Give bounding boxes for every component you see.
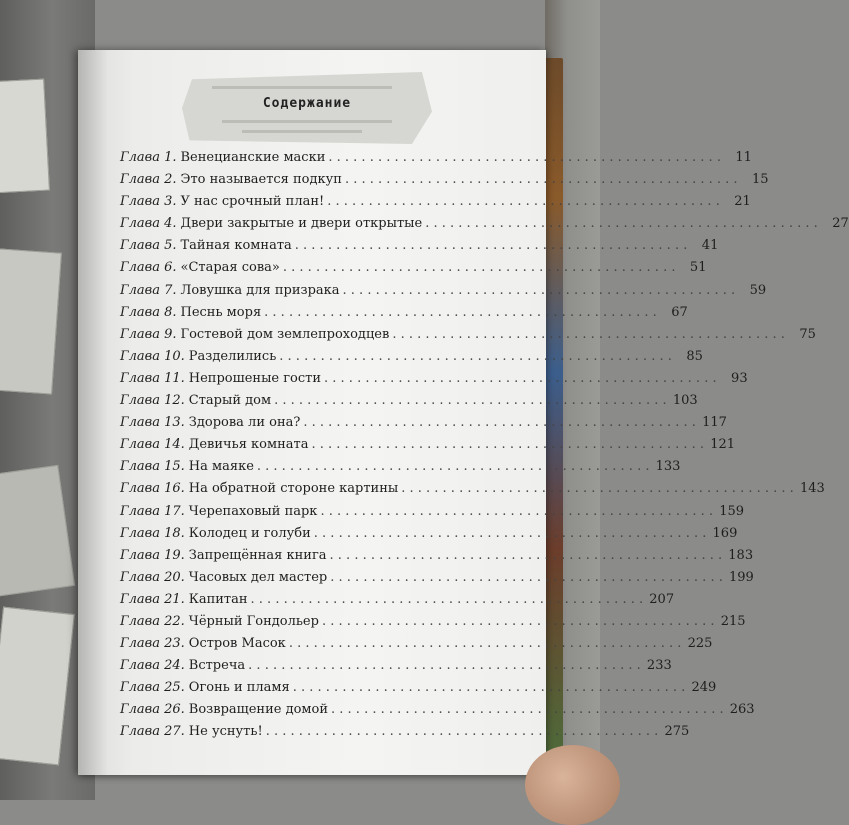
dot-leader <box>257 459 650 474</box>
dot-leader <box>331 702 724 717</box>
chapter-number: 8. <box>164 304 177 320</box>
chapter-number: 23. <box>164 636 185 652</box>
toc-entry <box>120 569 754 592</box>
chapter-title: Встреча <box>188 658 246 674</box>
chapter-title: Двери закрытые и двери открытые <box>180 216 423 232</box>
chapter-number: 7. <box>164 282 177 298</box>
toc-entry <box>120 172 769 194</box>
chapter-title: Песнь моря <box>180 304 262 320</box>
chapter-title: Здорова ли она? <box>188 415 301 431</box>
chapter-title: На маяке <box>188 459 254 475</box>
chapter-label <box>120 216 177 231</box>
page-number: 51 <box>689 260 707 276</box>
chapter-prefix: Глава <box>120 326 160 342</box>
chapter-prefix: Глава <box>120 150 160 165</box>
dot-leader <box>314 526 707 541</box>
page-number: 207 <box>649 591 675 607</box>
chapter-label <box>120 548 185 563</box>
chapter-label <box>120 238 177 253</box>
chapter-title: Старый дом <box>188 393 272 409</box>
chapter-prefix: Глава <box>120 260 160 276</box>
chapter-prefix: Глава <box>120 370 160 386</box>
dot-leader <box>392 327 785 342</box>
chapter-prefix: Глава <box>120 238 160 254</box>
chapter-number: 19. <box>164 547 185 563</box>
page-number: 21 <box>734 194 751 210</box>
chapter-number: 2. <box>164 172 177 188</box>
toc-entry <box>120 591 675 614</box>
chapter-number: 27. <box>164 724 185 740</box>
chapter-number: 18. <box>164 525 185 541</box>
chapter-prefix: Глава <box>120 393 160 409</box>
toc-entry <box>120 636 713 658</box>
chapter-prefix: Глава <box>120 437 160 453</box>
chapter-label <box>120 570 185 585</box>
chapter-number: 11. <box>164 370 185 386</box>
toc-entry <box>120 415 727 437</box>
page-number: 233 <box>646 658 672 674</box>
chapter-label <box>120 349 185 364</box>
chapter-number: 22. <box>164 613 185 629</box>
page-number: 117 <box>702 415 727 431</box>
page-number: 169 <box>712 525 738 541</box>
dot-leader <box>327 194 720 209</box>
toc-entry <box>120 282 767 305</box>
chapter-number: 15. <box>164 459 185 475</box>
page-number: 263 <box>729 702 755 718</box>
banner-decoration <box>242 130 362 133</box>
chapter-prefix: Глава <box>120 348 160 364</box>
banner-decoration <box>212 86 392 89</box>
chapter-number: 26. <box>164 702 185 718</box>
dot-leader <box>322 614 715 629</box>
chapter-title: У нас срочный план! <box>180 194 325 210</box>
chapter-label <box>120 702 185 717</box>
toc-entry <box>120 459 681 481</box>
toc-entry <box>120 238 719 260</box>
chapter-label <box>120 504 185 519</box>
chapter-title: «Старая сова» <box>180 260 280 276</box>
page-number: 159 <box>719 503 745 519</box>
dot-leader <box>425 216 818 231</box>
toc-entry <box>120 370 748 393</box>
chapter-label <box>120 371 185 386</box>
chapter-label <box>120 305 177 320</box>
chapter-title: Венецианские маски <box>180 150 326 165</box>
chapter-label <box>120 260 177 275</box>
page-fold-shadow <box>78 50 108 775</box>
chapter-prefix: Глава <box>120 172 160 188</box>
chapter-label <box>120 658 185 673</box>
background-card <box>0 607 75 766</box>
dot-leader <box>303 415 696 430</box>
chapter-label <box>120 393 185 408</box>
chapter-prefix: Глава <box>120 547 160 563</box>
thumb <box>525 745 620 825</box>
chapter-title: Часовых дел мастер <box>188 569 328 585</box>
toc-entry <box>120 216 849 238</box>
dot-leader <box>295 238 688 253</box>
chapter-label <box>120 327 177 342</box>
toc-entry <box>120 260 707 282</box>
chapter-number: 5. <box>164 238 177 254</box>
toc-entry <box>120 393 698 415</box>
page-number: 225 <box>687 636 713 652</box>
toc-entry <box>120 437 736 459</box>
chapter-prefix: Глава <box>120 658 160 674</box>
page-title: Содержание <box>262 96 352 111</box>
toc-entry <box>120 150 752 172</box>
background-card <box>0 79 50 194</box>
page-number: 67 <box>671 304 688 320</box>
chapter-title: Тайная комната <box>180 238 292 254</box>
dot-leader <box>345 172 738 187</box>
chapter-prefix: Глава <box>120 304 160 320</box>
chapter-title: Черепаховый парк <box>188 503 318 519</box>
toc-entry <box>120 304 688 327</box>
chapter-prefix: Глава <box>120 636 160 652</box>
chapter-label <box>120 481 185 496</box>
toc-entry <box>120 348 703 371</box>
chapter-label <box>120 283 177 298</box>
chapter-label <box>120 459 185 474</box>
chapter-title: Гостевой дом землепроходцев <box>180 326 390 342</box>
chapter-title: Запрещённая книга <box>188 547 327 563</box>
chapter-title: Девичья комната <box>188 437 309 453</box>
page-number: 27 <box>832 216 849 232</box>
page-number: 215 <box>720 613 746 629</box>
chapter-prefix: Глава <box>120 503 160 519</box>
page-number: 183 <box>728 547 754 563</box>
page-number: 41 <box>701 238 719 254</box>
page-number: 15 <box>751 172 769 188</box>
toc-entry <box>120 658 672 680</box>
background-card <box>0 247 62 394</box>
dot-leader <box>274 393 667 408</box>
chapter-label <box>120 150 177 165</box>
chapter-prefix: Глава <box>120 415 160 431</box>
dot-leader <box>324 371 717 386</box>
chapter-label <box>120 680 185 695</box>
dot-leader <box>401 481 794 496</box>
banner-decoration <box>222 120 392 123</box>
dot-leader <box>289 636 682 651</box>
chapter-prefix: Глава <box>120 459 160 475</box>
chapter-number: 9. <box>164 326 177 342</box>
chapter-prefix: Глава <box>120 569 160 585</box>
chapter-title: Чёрный Гондольер <box>188 613 319 629</box>
chapter-prefix: Глава <box>120 591 160 607</box>
toc-entry <box>120 326 816 349</box>
chapter-prefix: Глава <box>120 680 160 696</box>
chapter-label <box>120 437 185 452</box>
table-of-contents <box>120 150 849 747</box>
chapter-label <box>120 526 185 541</box>
chapter-title: Не уснуть! <box>188 724 263 740</box>
dot-leader <box>343 283 736 298</box>
chapter-number: 6. <box>164 260 177 276</box>
dot-leader <box>320 504 713 519</box>
dot-leader <box>264 305 657 320</box>
dot-leader <box>266 724 659 739</box>
chapter-number: 21. <box>164 591 185 607</box>
chapter-title: Огонь и пламя <box>188 680 290 696</box>
page-number: 143 <box>799 481 825 497</box>
page-number: 93 <box>731 370 748 386</box>
chapter-number: 24. <box>164 658 185 674</box>
dot-leader <box>251 592 644 607</box>
toc-entry <box>120 680 717 702</box>
chapter-number: 13. <box>164 415 185 431</box>
page-number: 133 <box>655 459 681 475</box>
chapter-title: Разделились <box>188 348 277 364</box>
chapter-number: 4. <box>164 216 177 232</box>
background-card <box>0 465 75 597</box>
page-number: 75 <box>799 326 816 342</box>
chapter-title: Это называется подкуп <box>180 172 342 188</box>
toc-entry <box>120 613 746 636</box>
toc-entry <box>120 724 690 746</box>
chapter-label <box>120 636 185 651</box>
chapter-number: 10. <box>164 348 185 364</box>
chapter-number: 25. <box>164 680 185 696</box>
chapter-title: Капитан <box>188 591 248 607</box>
dot-leader <box>330 570 723 585</box>
page-number: 199 <box>729 569 754 585</box>
chapter-prefix: Глава <box>120 481 160 497</box>
dot-leader <box>311 437 704 452</box>
chapter-title: Колодец и голуби <box>188 525 311 541</box>
chapter-number: 1. <box>164 150 177 165</box>
chapter-label <box>120 592 185 607</box>
chapter-prefix: Глава <box>120 525 160 541</box>
chapter-title: Непрошеные гости <box>188 370 322 386</box>
page-number: 121 <box>710 437 736 453</box>
chapter-title: Ловушка для призрака <box>180 282 340 298</box>
chapter-prefix: Глава <box>120 724 160 740</box>
page-number: 11 <box>735 150 752 165</box>
dot-leader <box>283 260 676 275</box>
chapter-title: Остров Масок <box>188 636 286 652</box>
chapter-label <box>120 172 177 187</box>
page-number: 85 <box>686 348 703 364</box>
dot-leader <box>248 658 641 673</box>
toc-entry <box>120 547 754 570</box>
chapter-number: 17. <box>164 503 185 519</box>
page-number: 249 <box>691 680 717 696</box>
chapter-label <box>120 194 177 209</box>
chapter-number: 14. <box>164 437 185 453</box>
toc-entry <box>120 525 738 548</box>
toc-entry <box>120 702 755 724</box>
toc-entry <box>120 481 825 503</box>
chapter-title: На обратной стороне картины <box>188 481 399 497</box>
toc-entry <box>120 503 745 526</box>
chapter-label <box>120 724 185 739</box>
chapter-prefix: Глава <box>120 702 160 718</box>
chapter-prefix: Глава <box>120 613 160 629</box>
dot-leader <box>328 150 721 165</box>
toc-entry <box>120 194 751 216</box>
chapter-number: 3. <box>164 194 177 210</box>
page-number: 275 <box>664 724 690 740</box>
chapter-prefix: Глава <box>120 282 160 298</box>
page-number: 103 <box>672 393 698 409</box>
dot-leader <box>330 548 723 563</box>
chapter-prefix: Глава <box>120 194 160 210</box>
chapter-label <box>120 614 185 629</box>
page-number: 59 <box>749 282 767 298</box>
chapter-label <box>120 415 185 430</box>
dot-leader <box>279 349 672 364</box>
chapter-number: 12. <box>164 393 185 409</box>
chapter-title: Возвращение домой <box>188 702 329 718</box>
dot-leader <box>293 680 686 695</box>
chapter-number: 20. <box>164 569 185 585</box>
chapter-prefix: Глава <box>120 216 160 232</box>
chapter-number: 16. <box>164 481 185 497</box>
